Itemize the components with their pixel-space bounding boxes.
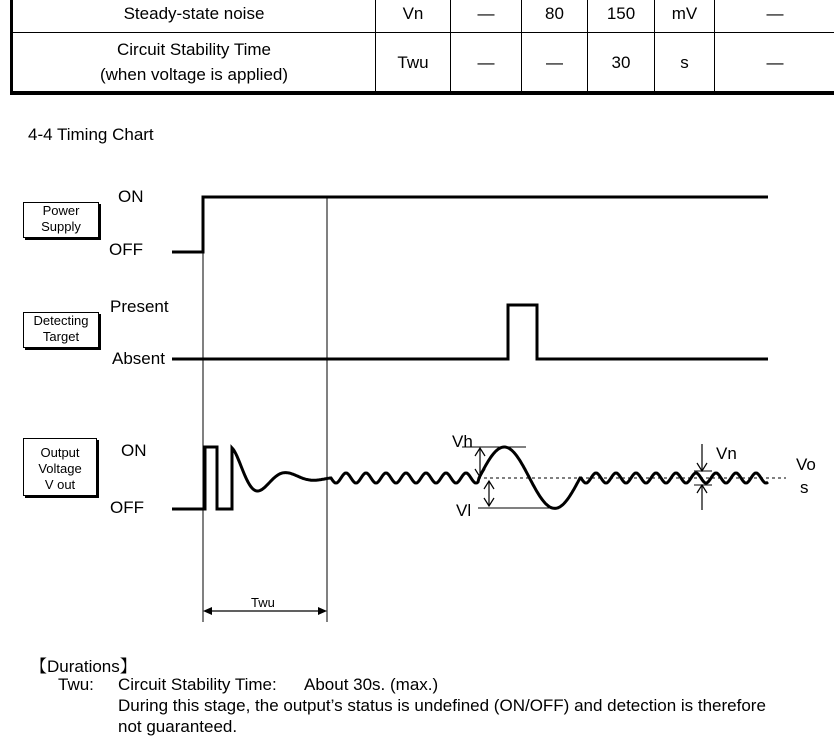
- vn-arrow: [694, 444, 712, 510]
- target-waveform: [172, 305, 768, 359]
- power-waveform: [172, 197, 768, 252]
- item-cell: Circuit Stability Time (when voltage is applied): [12, 33, 376, 94]
- twu-label: Twu: [251, 595, 275, 610]
- durations-name: Circuit Stability Time:: [118, 675, 277, 694]
- vos-label-line2: s: [800, 478, 809, 497]
- durations-value: About 30s. (max.): [304, 675, 439, 694]
- item-cell: Steady-state noise: [12, 0, 376, 33]
- max-cell: 30: [588, 33, 655, 94]
- symbol-cell: Vn: [376, 0, 451, 33]
- durations-term: Twu:: [58, 675, 94, 694]
- symbol-cell: Twu: [376, 33, 451, 94]
- unit-cell: mV: [655, 0, 715, 33]
- min-cell: —: [451, 33, 522, 94]
- vn-label: Vn: [716, 444, 737, 463]
- vh-arrow: [475, 448, 485, 477]
- durations-note-line1: During this stage, the output’s status is undefined (ON/OFF) and detection is therefore: [118, 696, 766, 715]
- output-on-label: ON: [121, 441, 147, 460]
- vl-label: Vl: [456, 501, 472, 520]
- durations-note-line2: not guaranteed.: [118, 717, 238, 736]
- max-cell: 150: [588, 0, 655, 33]
- output-voltage-box: Output Voltage V out: [23, 438, 97, 496]
- unit-cell: s: [655, 33, 715, 94]
- typ-cell: —: [522, 33, 588, 94]
- power-on-label: ON: [118, 187, 144, 206]
- section-title: 4-4 Timing Chart: [28, 125, 154, 144]
- target-present-label: Present: [110, 297, 169, 316]
- min-cell: —: [451, 0, 522, 33]
- output-off-label: OFF: [110, 498, 144, 517]
- vl-arrow: [484, 481, 494, 506]
- power-off-label: OFF: [109, 240, 143, 259]
- remarks-cell: —: [715, 33, 834, 94]
- target-absent-label: Absent: [112, 349, 165, 368]
- typ-cell: 80: [522, 0, 588, 33]
- durations-title: 【Durations】: [30, 657, 137, 676]
- vos-label-line1: Vo: [796, 455, 816, 474]
- power-supply-box: Power Supply: [23, 202, 99, 238]
- remarks-cell: —: [715, 0, 834, 33]
- vh-label: Vh: [452, 432, 473, 451]
- detecting-target-box: Detecting Target: [23, 312, 99, 348]
